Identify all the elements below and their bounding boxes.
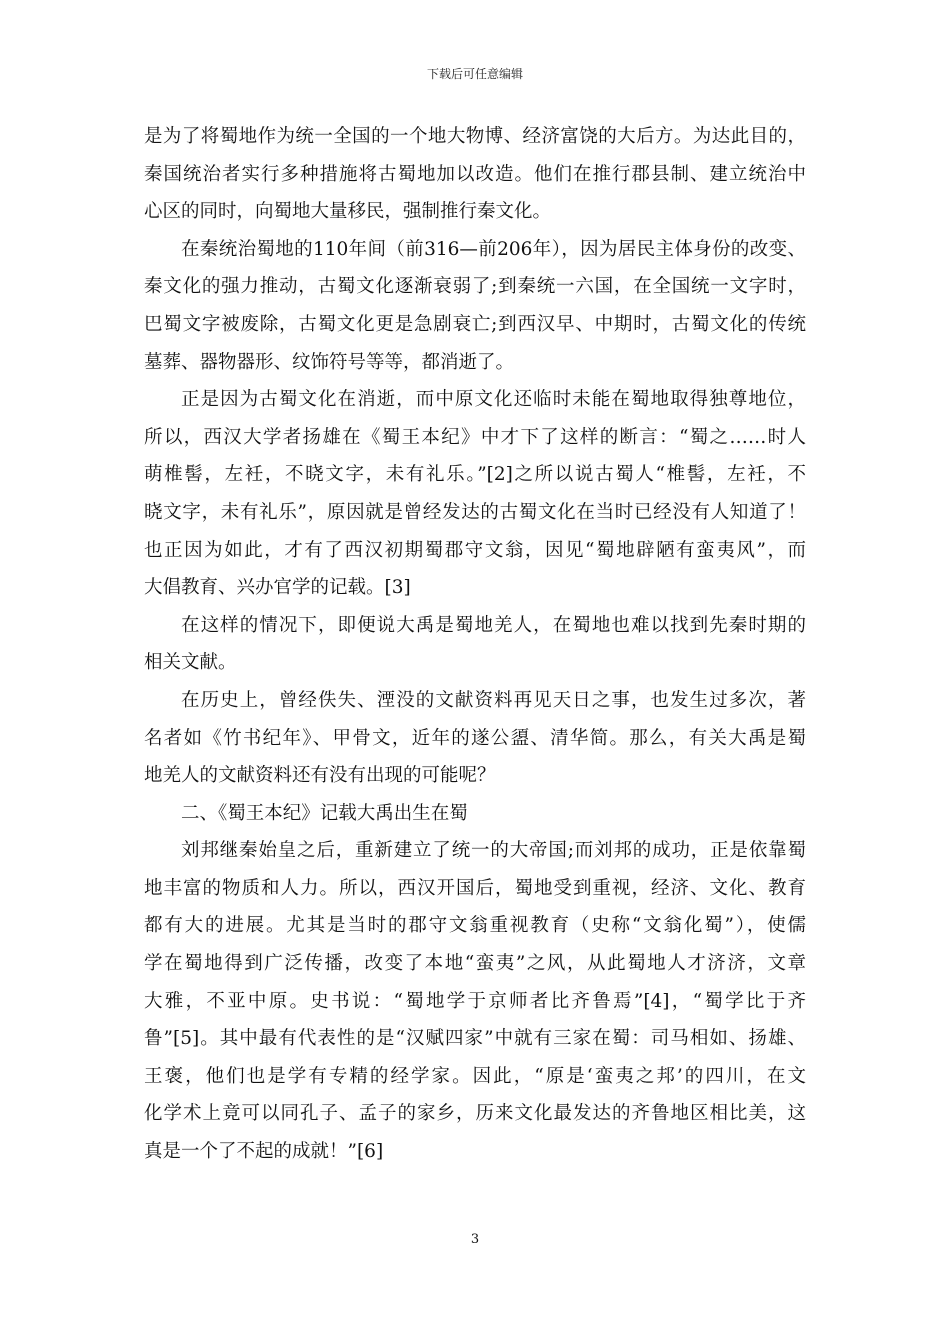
text-line: 秦国统治者实行多种措施将古蜀地加以改造。他们在推行郡县制、建立统治中 xyxy=(144,163,806,185)
text-line: 地羌人的文献资料还有没有出现的可能呢？ xyxy=(144,765,496,787)
paragraph xyxy=(144,231,806,381)
text-line: 也正因为如此，才有了西汉初期蜀郡守文翁，因见“蜀地辟陋有蛮夷风”，而 xyxy=(144,539,806,561)
page-header: 下载后可任意编辑 xyxy=(426,67,523,81)
text-line: 所以，西汉大学者扬雄在《蜀王本纪》中才下了这样的断言：“蜀之……时人 xyxy=(144,426,806,448)
document-body xyxy=(144,118,806,1171)
text-line: 相关文献。 xyxy=(144,652,237,674)
text-line: 大倡教育、兴办官学的记载。[3] xyxy=(144,577,411,599)
text-line: 晓文字，未有礼乐”，原因就是曾经发达的古蜀文化在当时已经没有人知道了！ xyxy=(144,501,806,523)
text-line: 正是因为古蜀文化在消逝，而中原文化还临时未能在蜀地取得独尊地位， xyxy=(181,389,806,411)
text-line: 在秦统治蜀地的110年间（前316—前206年），因为居民主体身份的改变、 xyxy=(181,238,806,260)
text-line: 在历史上，曾经佚失、湮没的文献资料再见天日之事，也发生过多次，著 xyxy=(181,689,806,711)
text-line: 在这样的情况下，即便说大禹是蜀地羌人，在蜀地也难以找到先秦时期的 xyxy=(181,614,806,636)
paragraph xyxy=(144,381,806,607)
paragraph xyxy=(144,795,806,833)
paragraph xyxy=(144,832,806,1170)
text-line: 王褒，他们也是学有专精的经学家。因此，“原是‘蛮夷之邦’的四川，在文 xyxy=(144,1065,806,1087)
text-line: 大雅，不亚中原。史书说：“蜀地学于京师者比齐鲁焉”[4]，“蜀学比于齐 xyxy=(144,990,806,1012)
paragraph xyxy=(144,607,806,682)
text-line: 真是一个了不起的成就！”[6] xyxy=(144,1141,384,1163)
text-line: 刘邦继秦始皇之后，重新建立了统一的大帝国;而刘邦的成功，正是依靠蜀 xyxy=(181,840,806,862)
paragraph xyxy=(144,118,806,231)
text-line: 名者如《竹书纪年》、甲骨文，近年的遂公盨、清华简。那么，有关大禹是蜀 xyxy=(144,727,806,749)
text-line: 墓葬、器物器形、纹饰符号等等，都消逝了。 xyxy=(144,351,515,373)
text-line: 鲁”[5]。其中最有代表性的是“汉赋四家”中就有三家在蜀：司马相如、扬雄、 xyxy=(144,1028,806,1050)
text-line: 是为了将蜀地作为统一全国的一个地大物博、经济富饶的大后方。为达此目的， xyxy=(144,126,806,147)
text-line: 都有大的进展。尤其是当时的郡守文翁重视教育（史称“文翁化蜀”），使儒 xyxy=(144,915,806,937)
text-line: 萌椎髻，左衽，不晓文字，未有礼乐。”[2]之所以说古蜀人“椎髻，左衽，不 xyxy=(144,464,806,486)
paragraph xyxy=(144,682,806,795)
text-line: 巴蜀文字被废除，古蜀文化更是急剧衰亡;到西汉早、中期时，古蜀文化的传统 xyxy=(144,313,806,335)
text-line: 学在蜀地得到广泛传播，改变了本地“蛮夷”之风，从此蜀地人才济济，文章 xyxy=(144,953,806,975)
page-number: 3 xyxy=(470,1232,480,1247)
text-line: 化学术上竟可以同孔子、孟子的家乡，历来文化最发达的齐鲁地区相比美，这 xyxy=(144,1103,806,1125)
text-line: 心区的同时，向蜀地大量移民，强制推行秦文化。 xyxy=(144,201,552,223)
text-line: 秦文化的强力推动，古蜀文化逐渐衰弱了;到秦统一六国，在全国统一文字时， xyxy=(144,276,806,298)
text-line: 二、《蜀王本纪》记载大禹出生在蜀 xyxy=(181,802,468,824)
text-line: 地丰富的物质和人力。所以，西汉开国后，蜀地受到重视，经济、文化、教育 xyxy=(144,877,806,899)
